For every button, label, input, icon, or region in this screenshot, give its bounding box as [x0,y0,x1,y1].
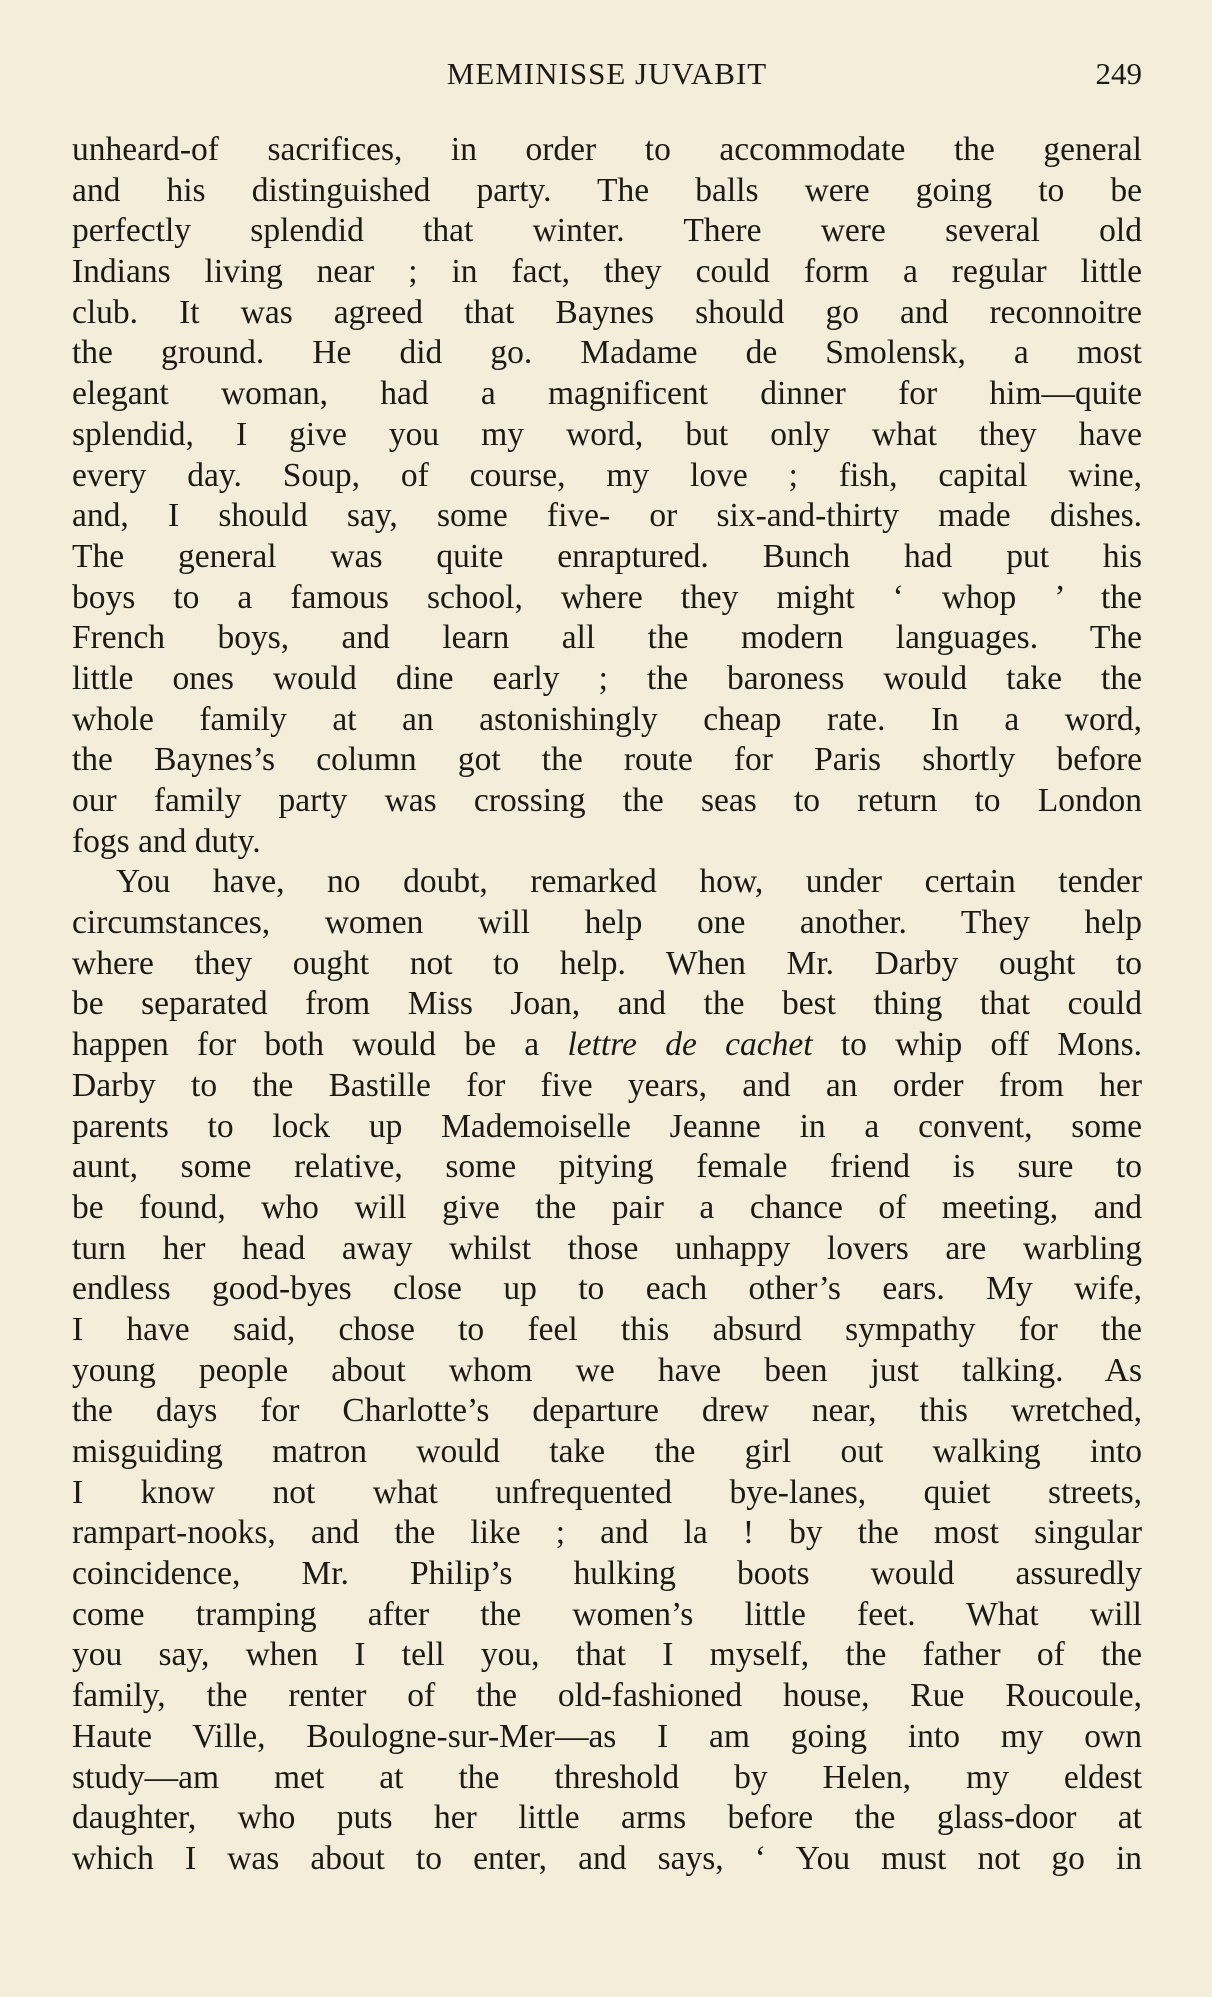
text-line: splendid, I give you my word, but only what they have [72,415,1142,453]
text-line: boys to a famous school, where they might ‘ whop ’ the [72,578,1142,616]
italic-phrase: lettre de cachet [567,1026,813,1064]
text-line-with-italic [72,1025,1142,1066]
paragraph-2 [72,862,1142,1879]
text-line: You have, no doubt, remarked how, under certain tender [116,863,1142,901]
text-line: family, the renter of the old-fashioned house, Rue Roucoule, [72,1677,1142,1715]
running-head [72,52,1142,96]
text-line: French boys, and learn all the modern languages. The [72,619,1142,657]
text-line: and his distinguished party. The balls were going to be [72,171,1142,209]
text-line: come tramping after the women’s little feet. What will [72,1595,1142,1633]
text-line: The general was quite enraptured. Bunch had put his [72,537,1142,575]
paragraph-1 [72,130,1142,862]
text-line: be separated from Miss Joan, and the best thing that could [72,985,1142,1023]
text-line: daughter, who puts her little arms before the glass-door at [72,1799,1142,1837]
body-text [72,130,1142,1880]
text-line: the days for Charlotte’s departure drew near, this wretched, [72,1392,1142,1430]
text-line: the Baynes’s column got the route for Paris shortly before [72,741,1142,779]
text-line: perfectly splendid that winter. There were several old [72,212,1142,250]
text-line: circumstances, women will help one another. They help [72,904,1142,942]
text-line: where they ought not to help. When Mr. Darby ought to [72,944,1142,982]
text-line: and, I should say, some five- or six-and-thirty made dishes. [72,497,1142,535]
text-line: every day. Soup, of course, my love ; fish, capital wine, [72,456,1142,494]
text-line: coincidence, Mr. Philip’s hulking boots would assuredly [72,1555,1142,1593]
text-segment: happen for both would be a [72,1026,568,1064]
text-line: elegant woman, had a magnificent dinner for him—quite [72,375,1142,413]
text-line: study—am met at the threshold by Helen, my eldest [72,1758,1142,1796]
text-line: turn her head away whilst those unhappy lovers are warbling [72,1229,1142,1267]
text-line: I know not what unfrequented bye-lanes, quiet streets, [72,1473,1142,1511]
text-line: little ones would dine early ; the baroness would take the [72,659,1142,697]
text-line: which I was about to enter, and says, ‘ You must not go in [72,1839,1142,1877]
text-line: aunt, some relative, some pitying female friend is sure to [72,1148,1142,1186]
text-line: fogs and duty. [72,822,261,860]
text-line: I have said, chose to feel this absurd sympathy for the [72,1310,1142,1348]
text-line: Haute Ville, Boulogne-sur-Mer—as I am going into my own [72,1717,1142,1755]
text-line: you say, when I tell you, that I myself, the father of the [72,1636,1142,1674]
text-line: be found, who will give the pair a chance of meeting, and [72,1188,1142,1226]
page-number: 249 [1095,56,1142,91]
running-title: MEMINISSE JUVABIT [446,56,768,91]
text-line: whole family at an astonishingly cheap rate. In a word, [72,700,1142,738]
text-line: endless good-byes close up to each other’s ears. My wife, [72,1270,1142,1308]
text-line: unheard-of sacrifices, in order to accommodate the general [72,131,1142,168]
text-line: rampart-nooks, and the like ; and la ! by the most singular [72,1514,1142,1552]
text-line: Indians living near ; in fact, they could form a regular little [72,253,1142,291]
text-line: parents to lock up Mademoiselle Jeanne in a convent, some [72,1107,1142,1145]
text-line: the ground. He did go. Madame de Smolensk, a most [72,334,1142,372]
text-line: our family party was crossing the seas to return to London [72,782,1142,819]
text-line: Darby to the Bastille for five years, and an order from her [72,1066,1142,1104]
text-segment: to whip off Mons. [812,1026,1142,1064]
text-line: young people about whom we have been just talking. As [72,1351,1142,1389]
text-line: club. It was agreed that Baynes should go and reconnoitre [72,293,1142,331]
text-line: misguiding matron would take the girl out walking into [72,1433,1142,1470]
